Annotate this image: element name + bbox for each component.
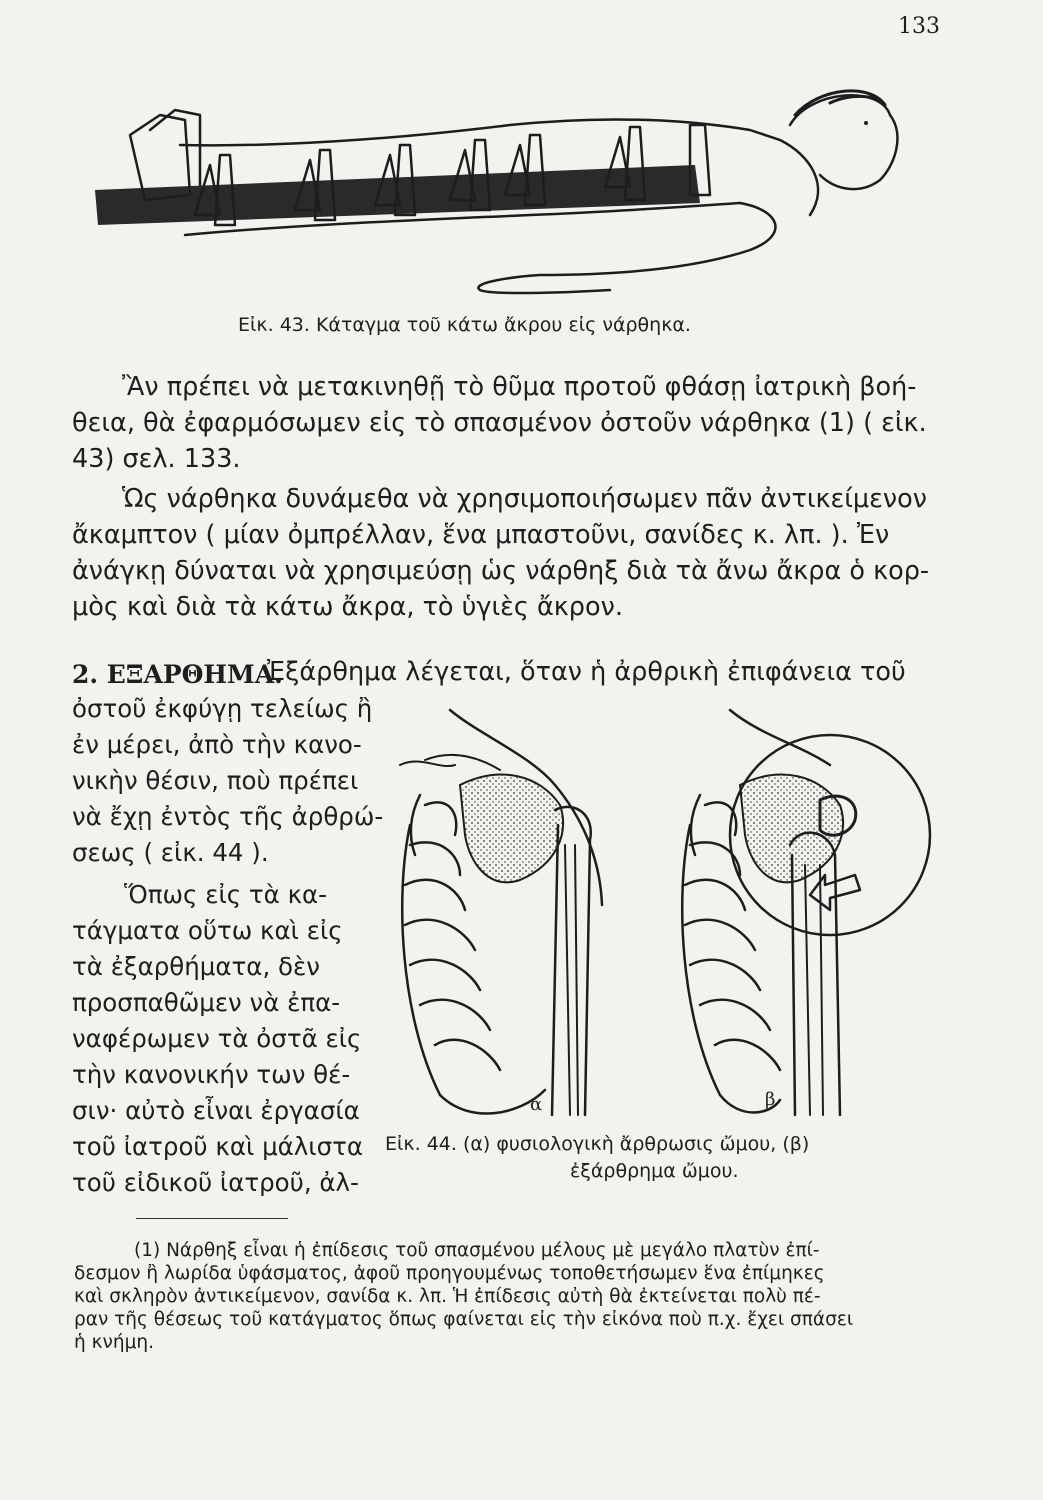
left-column-line: τὴν κανονικήν των θέ- [72,1060,351,1089]
page-number: 133 [898,14,940,39]
section-2-first-line-text: Ἐξάρθημα λέγεται, ὅταν ἡ ἀρθρικὴ ἐπιφάνεια τοῦ [267,657,906,687]
figure-44-caption-line: ἐξάρθρημα ὤμου. [570,1160,739,1182]
left-column-line: τάγματα οὕτω καὶ εἰς [72,916,343,945]
left-column-line: προσπαθῶμεν νὰ ἐπα- [72,988,341,1017]
figure-43-caption: Εἰκ. 43. Κάταγμα τοῦ κάτω ἄκρου εἰς νάρθηκα. [238,314,691,336]
figure-44-shoulder-illustration [380,695,940,1145]
left-column-line: ναφέρωμεν τὰ ὀστᾶ εἰς [72,1024,362,1053]
figure-44b-label: β [765,1089,776,1110]
left-column-line: ὀστοῦ ἐκφύγῃ τελείως ἢ [72,694,373,723]
left-column-line: σεως ( εἰκ. 44 ). [72,838,269,867]
left-column-line: τὰ ἐξαρθήματα, δὲν [72,952,320,981]
footnote-line: (1) Νάρθηξ εἶναι ἡ ἐπίδεσις τοῦ σπασμένου μέλους μὲ μεγάλο πλατὺν ἐπί- [134,1240,820,1261]
section-2-left-column [72,691,384,1211]
paragraph-2-line: Ὡς νάρθηκα δυνάμεθα νὰ χρησιμοποιήσωμεν πᾶν ἀντικείμενον [122,484,928,514]
left-column-line: τοῦ ἰατροῦ καὶ μάλιστα [72,1132,364,1161]
footnote-line: δεσμον ἢ λωρίδα ὑφάσματος, ἀφοῦ προηγουμένως τοποθετήσωμεν ἕνα ἐπίμηκες [74,1263,825,1284]
figure-43-splinted-leg-illustration [90,85,930,315]
left-column-line: τοῦ εἰδικοῦ ἰατροῦ, ἀλ- [72,1168,359,1197]
footnote [74,1240,944,1360]
figure-44a-label: α [530,1094,543,1115]
paragraph-1-line: θεια, θὰ ἐφαρμόσωμεν εἰς τὸ σπασμένον ὀστοῦν νάρθηκα (1) ( εἰκ. [72,408,927,438]
paragraph-2-line: ἄκαμπτον ( μίαν ὀμπρέλλαν, ἕνα μπαστοῦνι, σανίδες κ. λπ. ). Ἐν [72,520,890,550]
paragraph-2 [72,482,942,632]
paragraph-1-line: 43) σελ. 133. [72,444,241,474]
section-2-heading: 2. ΕΞΑΡΘΗΜΑ. [72,660,283,689]
figure-44-caption-line: Εἰκ. 44. (α) φυσιολογικὴ ἄρθρωσις ὤμου, (β) [385,1133,810,1155]
section-2-first-line [72,655,942,691]
left-column-line: νὰ ἔχῃ ἐντὸς τῆς ἀρθρώ- [72,802,384,831]
figure-44a-normal-shoulder [400,710,602,1115]
left-column-line: σιν· αὐτὸ εἶναι ἐργασία [72,1096,360,1125]
figure-44b-dislocated-shoulder [682,710,930,1115]
paragraph-1 [72,370,942,480]
footnote-line: καὶ σκληρὸν ἀντικείμενον, σανίδα κ. λπ. Ἡ ἐπίδεσις αὐτὴ θὰ ἐκτείνεται πολὺ πέ- [74,1286,821,1307]
paragraph-2-line: ἀνάγκῃ δύναται νὰ χρησιμεύσῃ ὡς νάρθηξ διὰ τὰ ἄνω ἄκρα ὁ κορ- [72,556,930,586]
footnote-divider [136,1218,288,1219]
footnote-line: ραν τῆς θέσεως τοῦ κατάγματος ὅπως φαίνεται εἰς τὴν εἰκόνα ποὺ π.χ. ἔχει σπάσει [74,1309,854,1330]
left-column-line: νικὴν θέσιν, ποὺ πρέπει [72,766,359,795]
figure-44-caption [385,1133,945,1193]
footnote-line: ἡ κνήμη. [74,1332,154,1353]
paragraph-1-line: Ἂν πρέπει νὰ μετακινηθῇ τὸ θῦμα προτοῦ φθάσῃ ἰατρικὴ βοή- [122,372,917,402]
left-column-line: Ὅπως εἰς τὰ κα- [124,880,328,909]
left-column-line: ἐν μέρει, ἀπὸ τὴν κανο- [72,730,362,759]
paragraph-2-line: μὸς καὶ διὰ τὰ κάτω ἄκρα, τὸ ὑγιὲς ἄκρον. [72,592,623,622]
